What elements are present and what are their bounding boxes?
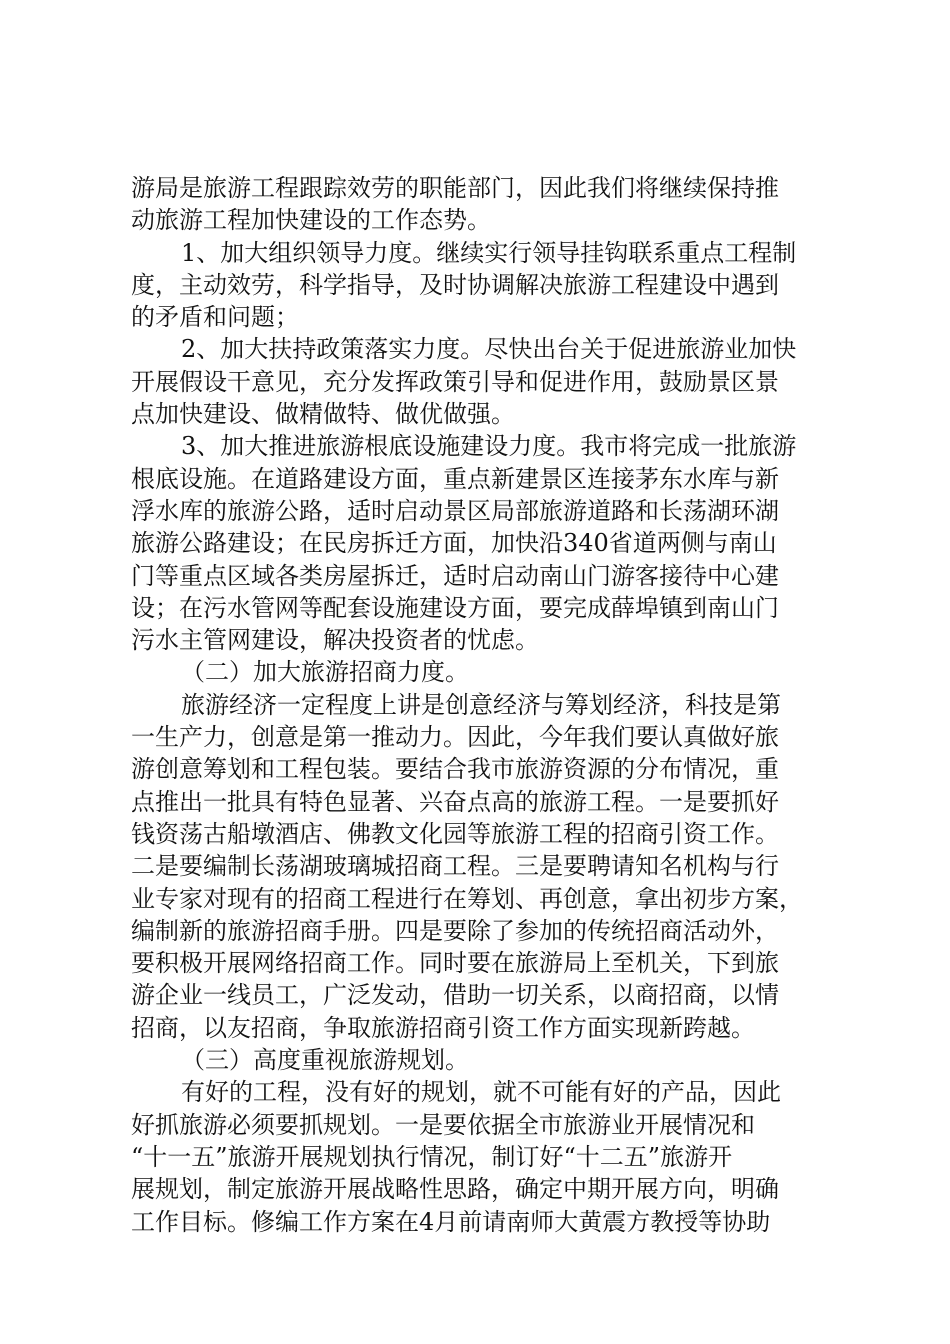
text-line: 旅游公路建设；在民房拆迁方面，加快沿340省道两侧与南山 bbox=[131, 529, 777, 558]
text-line: 旅游经济一定程度上讲是创意经济与筹划经济，科技是第 bbox=[181, 690, 781, 719]
text-line: 二是要编制长荡湖玻璃城招商工程。三是要聘请知名机构与行 bbox=[131, 852, 779, 881]
text-line: 设；在污水管网等配套设施建设方面，要完成薛埠镇到南山门 bbox=[131, 593, 779, 622]
document-body bbox=[131, 172, 831, 1238]
text-line: 浮水库的旅游公路，适时启动景区局部旅游道路和长荡湖环湖 bbox=[131, 496, 779, 525]
text-line: 钱资荡古船墩酒店、佛教文化园等旅游工程的招商引资工作。 bbox=[131, 819, 779, 848]
text-line: 一生产力，创意是第一推动力。因此，今年我们要认真做好旅 bbox=[131, 723, 779, 752]
text-line: 根底设施。在道路建设方面，重点新建景区连接茅东水库与新 bbox=[131, 464, 779, 493]
text-line: 点加快建设、做精做特、做优做强。 bbox=[131, 400, 515, 429]
text-line: 要积极开展网络招商工作。同时要在旅游局上至机关，下到旅 bbox=[131, 949, 779, 978]
text-line: 游企业一线员工，广泛发动，借助一切关系，以商招商，以情 bbox=[131, 981, 779, 1010]
text-line: 的矛盾和问题； bbox=[131, 303, 299, 332]
text-line: 门等重点区域各类房屋拆迁，适时启动南山门游客接待中心建 bbox=[131, 561, 779, 590]
text-line: 编制新的旅游招商手册。四是要除了参加的传统招商活动外， bbox=[131, 916, 779, 945]
text-line: 度，主动效劳，科学指导，及时协调解决旅游工程建设中遇到 bbox=[131, 270, 779, 299]
text-line: 招商，以友招商，争取旅游招商引资工作方面实现新跨越。 bbox=[131, 1013, 755, 1042]
text-line: 有好的工程，没有好的规划，就不可能有好的产品，因此 bbox=[181, 1078, 781, 1107]
text-line: 污水主管网建设，解决投资者的忧虑。 bbox=[131, 626, 539, 655]
text-line: 工作目标。修编工作方案在4月前请南师大黄震方教授等协助 bbox=[131, 1207, 771, 1236]
text-line: （三）高度重视旅游规划。 bbox=[181, 1046, 469, 1075]
text-line: “十一五”旅游开展规划执行情况，制订好“十二五”旅游开 bbox=[131, 1142, 733, 1171]
text-line: 游局是旅游工程跟踪效劳的职能部门，因此我们将继续保持推 bbox=[131, 174, 779, 202]
text-line: 展规划，制定旅游开展战略性思路，确定中期开展方向，明确 bbox=[131, 1175, 779, 1204]
text-line: 好抓旅游必须要抓规划。一是要依据全市旅游业开展情况和 bbox=[131, 1110, 755, 1139]
text-line: 开展假设干意见，充分发挥政策引导和促进作用，鼓励景区景 bbox=[131, 367, 779, 396]
text-line: （二）加大旅游招商力度。 bbox=[181, 658, 469, 687]
text-line: 游创意筹划和工程包装。要结合我市旅游资源的分布情况，重 bbox=[131, 755, 779, 784]
text-line: 2、加大扶持政策落实力度。尽快出台关于促进旅游业加快 bbox=[181, 335, 797, 364]
text-line: 1、加大组织领导力度。继续实行领导挂钩联系重点工程制 bbox=[181, 238, 797, 267]
text-line: 业专家对现有的招商工程进行在筹划、再创意，拿出初步方案， bbox=[131, 884, 803, 913]
text-line: 动旅游工程加快建设的工作态势。 bbox=[131, 206, 491, 235]
text-line: 点推出一批具有特色显著、兴奋点高的旅游工程。一是要抓好 bbox=[131, 787, 779, 816]
text-line: 3、加大推进旅游根底设施建设力度。我市将完成一批旅游 bbox=[181, 432, 797, 461]
